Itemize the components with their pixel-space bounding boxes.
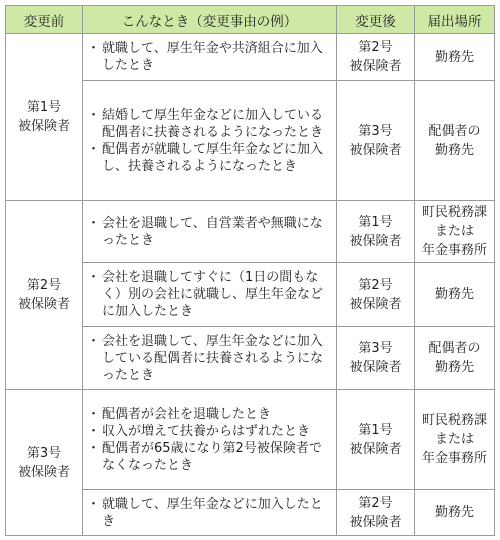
filing-place-cell: 町民税務課 または 年金事務所 [415, 390, 495, 490]
filing-place-cell: 町民税務課 または 年金事務所 [415, 201, 495, 263]
reason-item: ・ 会社を退職して、厚生年金などに加入している配偶者に扶養されるようになったとき [89, 333, 330, 384]
after-status-cell: 第2号 被保険者 [337, 34, 415, 81]
reason-item: ・ 会社を退職して、自営業者や無職になったとき [89, 215, 330, 249]
table-row [6, 201, 495, 263]
when-cell [83, 390, 337, 490]
when-cell [83, 201, 337, 263]
table-row [6, 34, 495, 81]
before-status-cell: 第1号 被保険者 [6, 34, 83, 201]
header-place: 届出場所 [415, 6, 495, 34]
when-cell [83, 490, 337, 536]
when-cell [83, 34, 337, 81]
when-cell [83, 327, 337, 390]
insurance-change-table [5, 5, 495, 536]
after-status-cell: 第3号 被保険者 [337, 327, 415, 390]
insurance-change-table-container [5, 5, 494, 536]
reason-item: ・ 配偶者が会社を退職したとき [89, 406, 330, 423]
after-status-cell: 第2号 被保険者 [337, 263, 415, 327]
header-after: 変更後 [337, 6, 415, 34]
reason-item: ・ 配偶者が65歳になり第2号被保険者でなくなったとき [89, 440, 330, 474]
reason-item: ・ 収入が増えて扶養からはずれたとき [89, 423, 330, 440]
header-when: こんなとき（変更事由の例） [83, 6, 337, 34]
when-cell [83, 263, 337, 327]
after-status-cell: 第3号 被保険者 [337, 81, 415, 201]
reason-item: ・ 就職して、厚生年金や共済組合に加入したとき [89, 40, 330, 74]
table-header-row [6, 6, 495, 34]
header-before: 変更前 [6, 6, 83, 34]
after-status-cell: 第1号 被保険者 [337, 201, 415, 263]
table-row [6, 390, 495, 490]
after-status-cell: 第1号 被保険者 [337, 390, 415, 490]
filing-place-cell: 勤務先 [415, 490, 495, 536]
when-cell [83, 81, 337, 201]
reason-item: ・ 就職して、厚生年金などに加入したとき [89, 496, 330, 530]
before-status-cell: 第3号 被保険者 [6, 390, 83, 536]
filing-place-cell: 配偶者の 勤務先 [415, 327, 495, 390]
filing-place-cell: 配偶者の 勤務先 [415, 81, 495, 201]
filing-place-cell: 勤務先 [415, 263, 495, 327]
filing-place-cell: 勤務先 [415, 34, 495, 81]
reason-item: ・ 会社を退職してすぐに（1日の間もなく）別の会社に就職し、厚生年金などに加入したとき [89, 269, 330, 320]
reason-item: ・ 結婚して厚生年金などに加入している配偶者に扶養されるようになったとき [89, 107, 330, 141]
after-status-cell: 第2号 被保険者 [337, 490, 415, 536]
before-status-cell: 第2号 被保険者 [6, 201, 83, 390]
reason-item: ・ 配偶者が就職して厚生年金などに加入し、扶養されるようになったとき [89, 141, 330, 175]
